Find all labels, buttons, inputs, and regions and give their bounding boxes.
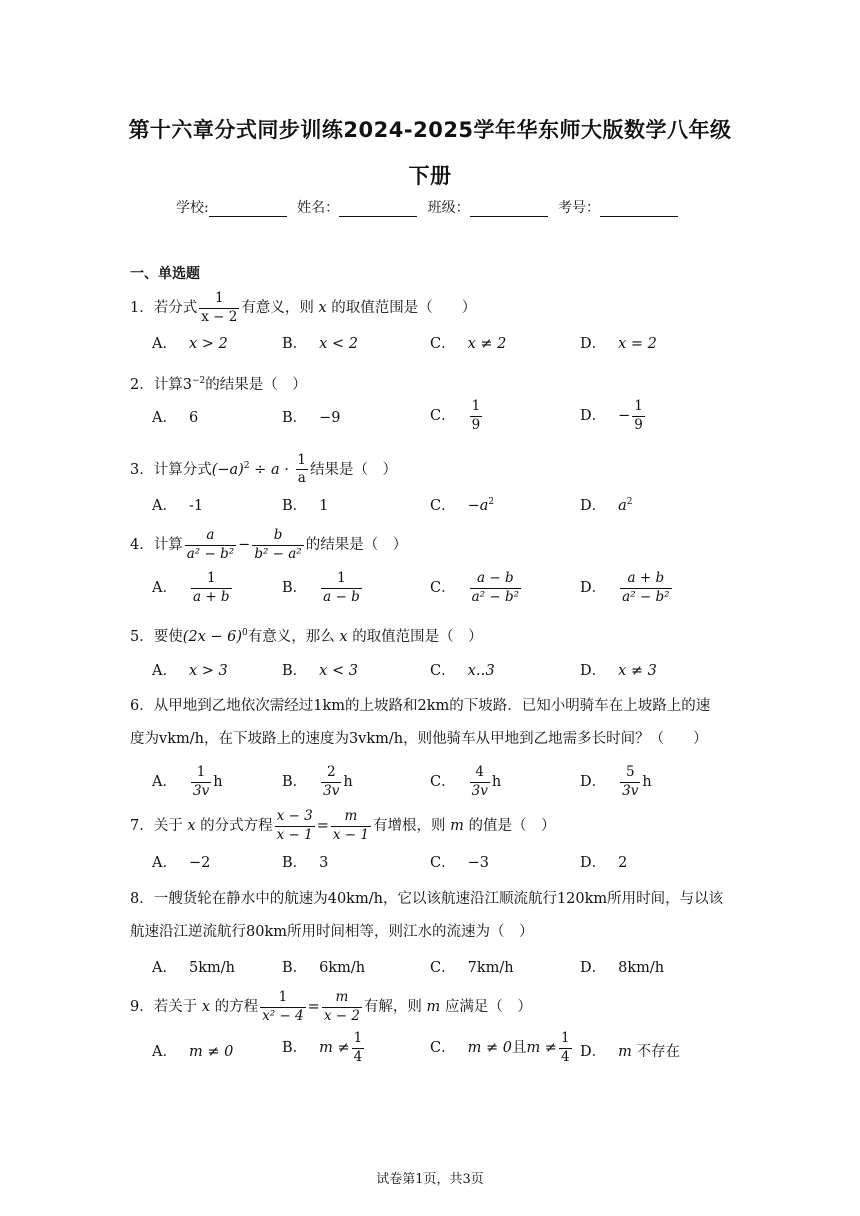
page-footer: 试卷第1页，共3页 <box>376 1172 484 1187</box>
option-b[interactable]: B． m ≠ $\frac{1}{4}$ <box>282 1030 363 1065</box>
option-b[interactable]: B． 6km/h <box>282 960 366 976</box>
question-number: 1． <box>130 300 154 316</box>
option-d[interactable]: D． $\frac{5}{3v}$ h <box>580 764 652 799</box>
option-c[interactable]: C． $\frac{1}{9}$ <box>430 398 481 433</box>
fraction: $\frac{a}{\text{a² − b²}}$ <box>186 527 235 562</box>
option-d[interactable]: D． − $\frac{1}{9}$ <box>580 398 643 433</box>
option-b[interactable]: B． −9 <box>282 410 341 426</box>
option-b[interactable]: B． x < 2 <box>282 336 358 352</box>
option-a[interactable]: A． 5km/h <box>152 960 235 976</box>
option-d[interactable]: D． 2 <box>580 855 628 871</box>
option-a[interactable]: A． -1 <box>152 498 204 514</box>
question-1: 1．若分式 $\frac{1}{x - 2}$ 有意义，则 x 的取值范围是（ ） <box>130 290 477 325</box>
option-a[interactable]: A． −2 <box>152 855 211 871</box>
option-b[interactable]: B． 1 <box>282 498 329 514</box>
name-blank[interactable] <box>339 202 417 217</box>
option-c[interactable]: C． $-a^2$ <box>430 497 495 514</box>
option-d[interactable]: D． x = 2 <box>580 336 657 352</box>
options-5 <box>152 659 752 689</box>
fraction: $\frac{b}{\text{b² − a²}}$ <box>254 527 302 562</box>
class-blank[interactable] <box>470 202 548 217</box>
fraction: $\frac{m}{x - 1}$ <box>332 808 370 843</box>
option-d[interactable]: D． x ≠ 3 <box>580 663 657 679</box>
name-label: 姓名： <box>297 200 340 216</box>
school-label: 学校: <box>175 200 209 216</box>
school-blank[interactable] <box>209 202 287 217</box>
question-2: 2．计算$3^{-2}$的结果是（ ） <box>130 376 307 393</box>
section-title: 一、单选题 <box>130 266 200 282</box>
options-4 <box>152 570 752 605</box>
options-8 <box>152 956 752 986</box>
options-6 <box>152 764 752 799</box>
fraction: $\frac{x - 3}{x - 1}$ <box>276 808 313 843</box>
option-d[interactable]: D． $a^2$ <box>580 497 633 514</box>
fraction: $\frac{1}{\text{x² − 4}}$ <box>262 989 304 1024</box>
options-7 <box>152 851 752 881</box>
option-d[interactable]: D． m 不存在 <box>580 1044 680 1060</box>
option-c[interactable]: C． 7km/h <box>430 960 514 976</box>
options-2 <box>152 398 752 436</box>
option-b[interactable]: B． $\frac{2}{3v}$ h <box>282 764 353 799</box>
question-3: 3．计算分式$(-a)^2 \div a$ · $\frac{1}{a}$ 结果是（ ） <box>130 451 398 487</box>
page-title: 第十六章分式同步训练2024-2025学年华东师大版数学八年级 <box>128 118 732 142</box>
option-b[interactable]: B． $\frac{1}{a - b}$ <box>282 570 360 605</box>
fraction: $\frac{1}{a}$ <box>297 451 307 487</box>
question-8: 8．一艘货轮在静水中的航速为40km/h，它以该航速沿江顺流航行120km所用时间，与以该 航速沿江逆流航行80km所用时间相等，则江水的流速为（ ） <box>130 891 724 940</box>
question-5: 5．要使$(2x - 6)^0$有意义，那么 x 的取值范围是（ ） <box>130 628 483 645</box>
option-c[interactable]: C． x ≠ 2 <box>430 336 507 352</box>
options-1 <box>152 332 752 362</box>
fraction: $\frac{1}{x - 2}$ <box>201 290 238 325</box>
student-info-line <box>0 197 860 217</box>
question-4: 4．计算 $\frac{a}{\text{a² − b²}}$ − $\frac{b}{\text{b² − a²}}$ 的结果是（ ） <box>130 527 408 562</box>
options-3 <box>152 494 752 524</box>
option-a[interactable]: A． 6 <box>152 410 199 426</box>
options-9 <box>152 1030 752 1070</box>
option-b[interactable]: B． 3 <box>282 855 329 871</box>
question-9: 9．若关于 x 的方程 $\frac{1}{\text{x² − 4}}$ = $\frac{m}{x - 2}$ 有解，则 m 应满足（ ） <box>130 989 532 1024</box>
option-d[interactable]: D． $\frac{a + b}{\text{a² − b²}}$ <box>580 570 670 605</box>
question-7: 7．关于 x 的分式方程 $\frac{x - 3}{x - 1}$ = $\frac{m}{x - 1}$ 有增根，则 m 的值是（ ） <box>130 808 556 843</box>
option-a[interactable]: A． x > 3 <box>152 663 228 679</box>
class-label: 班级： <box>427 200 470 216</box>
id-label: 考号： <box>558 200 601 216</box>
option-c[interactable]: C． $\frac{a - b}{\text{a² − b²}}$ <box>430 570 520 605</box>
option-a[interactable]: A． $\frac{1}{a + b}$ <box>152 570 230 605</box>
option-c[interactable]: C． x‥3 <box>430 663 495 679</box>
option-c[interactable]: C． $\frac{4}{3v}$ h <box>430 764 502 799</box>
page-title-line2: 下册 <box>408 164 452 188</box>
option-c[interactable]: C． −3 <box>430 855 489 871</box>
option-b[interactable]: B． x < 3 <box>282 663 358 679</box>
option-c[interactable]: C． m ≠ 0且m ≠ $\frac{1}{4}$ <box>430 1030 570 1065</box>
option-a[interactable]: A． x > 2 <box>152 336 228 352</box>
id-blank[interactable] <box>600 202 678 217</box>
option-d[interactable]: D． 8km/h <box>580 960 665 976</box>
option-a[interactable]: A． m ≠ 0 <box>152 1044 234 1060</box>
fraction: $\frac{m}{x - 2}$ <box>323 989 360 1024</box>
option-a[interactable]: A． $\frac{1}{3v}$ h <box>152 764 223 799</box>
question-6: 6．从甲地到乙地依次需经过1km的上坡路和2km的下坡路．已知小明骑车在上坡路上的速 度为vkm/h，在下坡路上的速度为3vkm/h，则他骑车从甲地到乙地需多长时间？（ ） <box>130 698 711 747</box>
question-text: 若分式 <box>153 300 198 316</box>
